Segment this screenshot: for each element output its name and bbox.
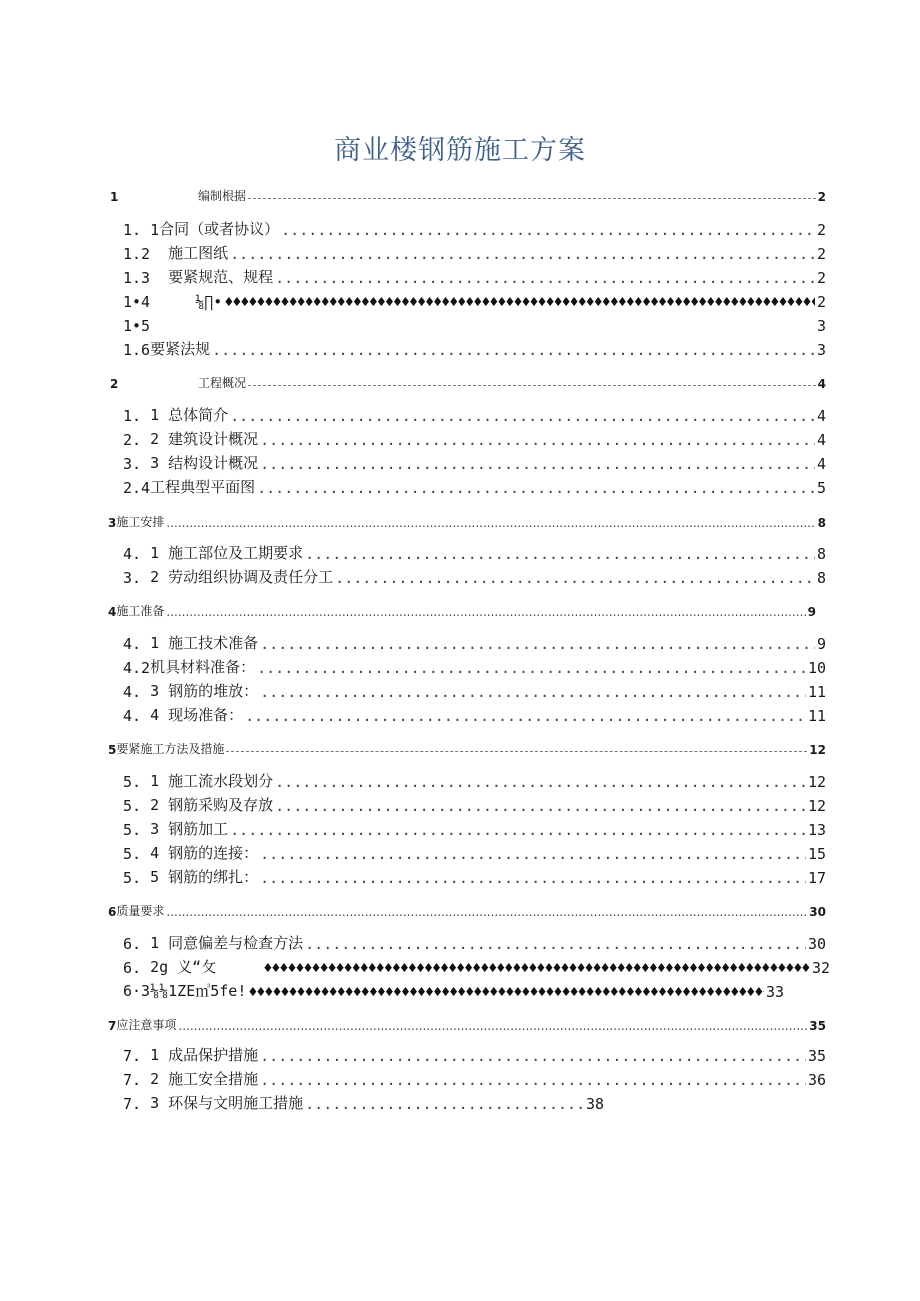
toc-page-number: 4 <box>816 407 826 425</box>
toc-leader-line <box>230 821 806 839</box>
toc-section-entry[interactable] <box>108 901 826 919</box>
toc-page-number: 12 <box>809 743 826 757</box>
toc-subsection-entry[interactable] <box>123 1043 826 1065</box>
toc-entry-number: 1. <box>123 407 151 425</box>
toc-entry-number: 4 <box>108 605 117 619</box>
toc-leader-line <box>260 635 815 653</box>
toc-entry-label: 3 钢筋的堆放： <box>150 682 259 700</box>
toc-subsection-entry[interactable] <box>123 403 826 425</box>
toc-subsection-entry[interactable] <box>123 241 826 263</box>
toc-entry-label: 2 钢筋采购及存放 <box>150 796 274 814</box>
toc-entry-label: 质量要求 <box>116 904 165 918</box>
toc-entry-label: 4 钢筋的连接： <box>150 844 259 862</box>
toc-page-number: 4 <box>817 377 826 391</box>
toc-entry-label: 要紧法规 <box>150 340 211 358</box>
toc-entry-label: 施工准备 <box>116 604 165 618</box>
toc-subsection-entry[interactable] <box>123 679 826 701</box>
toc-entry-number: 3 <box>108 516 117 530</box>
toc-leader-line <box>305 935 806 953</box>
toc-page-number: 2 <box>817 190 826 204</box>
toc-entry-number: 1•4 <box>123 293 151 311</box>
toc-entry-number: 3. <box>123 569 151 587</box>
toc-entry-number: 7. <box>123 1095 151 1113</box>
toc-leader-line <box>275 773 806 791</box>
toc-entry-number: 1•5 <box>123 317 151 335</box>
toc-leader-line <box>260 869 806 887</box>
toc-leader-line <box>245 707 806 725</box>
toc-subsection-entry[interactable] <box>123 1067 826 1089</box>
toc-entry-number: 1.6 <box>123 341 151 359</box>
toc-page-number: 2 <box>816 245 826 263</box>
toc-section-entry[interactable] <box>108 512 826 530</box>
toc-entry-number: 2.4 <box>123 479 151 497</box>
toc-page-number: 35 <box>809 1019 826 1033</box>
toc-entry-label: 施工安排 <box>116 515 165 529</box>
toc-subsection-entry[interactable] <box>123 313 826 335</box>
toc-page-number: 2 <box>816 269 826 287</box>
toc-entry-label: 1 同意偏差与检查方法 <box>150 934 304 952</box>
toc-subsection-entry[interactable] <box>123 1091 604 1113</box>
toc-entry-label: 要紧规范、规程 <box>150 268 274 286</box>
toc-subsection-entry[interactable] <box>123 631 826 653</box>
toc-entry-label: 编制根据 <box>198 189 247 203</box>
toc-section-entry[interactable] <box>108 1015 826 1033</box>
toc-entry-number: 4. <box>123 707 151 725</box>
toc-entry-number: 2. <box>123 431 151 449</box>
toc-entry-label: 2 施工安全措施 <box>150 1070 259 1088</box>
toc-subsection-entry[interactable] <box>123 769 826 791</box>
toc-page-number: 3 <box>816 317 826 335</box>
toc-leader-line <box>260 455 815 473</box>
toc-entry-number: 4. <box>123 545 151 563</box>
toc-entry-number: 5. <box>123 869 151 887</box>
toc-entry-label: 5 钢筋的绑扎： <box>150 868 259 886</box>
toc-entry-label: 1 施工流水段划分 <box>150 772 274 790</box>
toc-entry-label: 3 结构设计概况 <box>150 454 259 472</box>
toc-subsection-entry[interactable] <box>123 265 826 287</box>
toc-subsection-entry[interactable] <box>123 565 826 587</box>
toc-page-number: 3 <box>816 341 826 359</box>
toc-page-number: 8 <box>816 569 826 587</box>
toc-entry-number: 4. <box>123 683 151 701</box>
toc-leader-line <box>260 1047 806 1065</box>
toc-leader-line <box>305 1095 584 1113</box>
toc-page-number: 30 <box>809 905 826 919</box>
toc-entry-label: 1 施工部位及工期要求 <box>150 544 304 562</box>
toc-subsection-entry[interactable] <box>123 541 826 563</box>
toc-leader-line <box>226 751 807 752</box>
toc-subsection-entry[interactable] <box>123 337 826 359</box>
toc-page-number: 33 <box>765 983 784 1001</box>
toc-leader-line <box>248 198 816 199</box>
toc-entry-label: 1 施工技术准备 <box>150 634 259 652</box>
toc-entry-number: 5. <box>123 821 151 839</box>
toc-page-number: 8 <box>817 516 826 530</box>
toc-leader-line <box>263 959 810 977</box>
toc-leader-line <box>230 407 815 425</box>
toc-entry-label: 机具材料准备： <box>150 658 256 676</box>
toc-page-number: 4 <box>816 455 826 473</box>
toc-leader-line <box>281 221 815 239</box>
toc-entry-label: 2g 义“攵 <box>150 958 262 976</box>
toc-entry-number: 3. <box>123 455 151 473</box>
toc-leader-line <box>166 905 807 919</box>
toc-subsection-entry[interactable] <box>123 979 784 1001</box>
toc-entry-number: 5. <box>123 797 151 815</box>
toc-entry-label: 2 劳动组织协调及责任分工 <box>150 568 334 586</box>
toc-leader-line <box>230 245 815 263</box>
toc-subsection-entry[interactable] <box>123 841 826 863</box>
toc-entry-number: 5. <box>123 845 151 863</box>
toc-entry-label: 4 现场准备： <box>150 706 244 724</box>
toc-leader-line <box>248 385 816 386</box>
toc-page-number: 4 <box>816 431 826 449</box>
toc-page-number: 9 <box>816 635 826 653</box>
toc-entry-label: 2 建筑设计概况 <box>150 430 259 448</box>
toc-entry-label: 3 环保与文明施工措施 <box>150 1094 304 1112</box>
toc-leader-line <box>305 545 815 563</box>
toc-page-number: 13 <box>807 821 826 839</box>
toc-leader-line <box>260 845 806 863</box>
toc-page-number: 12 <box>807 797 826 815</box>
toc-entry-label: 施工图纸 <box>150 244 229 262</box>
toc-entry-number: 7 <box>108 1019 117 1033</box>
toc-entry-label: 合同（或者协议） <box>159 220 280 238</box>
toc-entry-number: 4. <box>123 635 151 653</box>
toc-subsection-entry[interactable] <box>123 865 826 887</box>
toc-entry-label: 要紧施工方法及措施 <box>116 742 225 756</box>
toc-page-number: 38 <box>585 1095 604 1113</box>
toc-page-number: 2 <box>816 293 826 311</box>
toc-subsection-entry[interactable] <box>123 427 826 449</box>
toc-leader-line <box>260 1071 806 1089</box>
toc-entry-number: 1.2 <box>123 245 151 263</box>
toc-subsection-entry[interactable] <box>123 931 826 953</box>
toc-entry-label: 6·3⅛⅛1ZE㎥5fe! <box>123 982 247 1000</box>
toc-leader-line <box>224 293 815 311</box>
toc-leader-line <box>212 341 815 359</box>
toc-subsection-entry[interactable] <box>123 289 826 311</box>
toc-page-number: 2 <box>816 221 826 239</box>
toc-entry-number: 1 <box>110 190 119 204</box>
toc-page-number: 10 <box>807 659 826 677</box>
toc-page-number: 9 <box>807 605 816 619</box>
toc-page-number: 30 <box>807 935 826 953</box>
toc-section-entry[interactable] <box>110 186 826 204</box>
toc-page-number: 15 <box>807 845 826 863</box>
toc-leader-line <box>248 983 764 1001</box>
toc-entry-number: 6. <box>123 935 151 953</box>
toc-entry-label: 工程典型平面图 <box>150 478 256 496</box>
toc-page-number: 32 <box>811 959 830 977</box>
toc-entry-number: 5. <box>123 773 151 791</box>
toc-leader-line <box>178 1019 807 1033</box>
toc-leader-line <box>275 797 806 815</box>
toc-page-number: 17 <box>807 869 826 887</box>
toc-leader-line <box>335 569 815 587</box>
toc-entry-number: 6. <box>123 959 151 977</box>
toc-page-number: 35 <box>807 1047 826 1065</box>
toc-leader-line <box>257 479 815 497</box>
document-title: 商业楼钢筋施工方案 <box>334 135 586 166</box>
toc-entry-label: 工程概况 <box>198 376 247 390</box>
toc-entry-number: 1.3 <box>123 269 151 287</box>
toc-leader-line <box>260 431 815 449</box>
toc-subsection-entry[interactable] <box>123 475 826 497</box>
toc-leader-line <box>166 605 805 619</box>
toc-page-number: 12 <box>807 773 826 791</box>
toc-entry-label: ⅛∏• <box>150 293 223 311</box>
toc-entry-number: 2 <box>110 377 119 391</box>
toc-page-number: 11 <box>807 707 826 725</box>
toc-subsection-entry[interactable] <box>123 703 826 725</box>
toc-section-entry[interactable] <box>110 373 826 391</box>
toc-subsection-entry[interactable] <box>123 217 826 239</box>
toc-page-number: 11 <box>807 683 826 701</box>
toc-leader-line <box>166 516 815 530</box>
toc-entry-number: 4.2 <box>123 659 151 677</box>
toc-page-number: 5 <box>816 479 826 497</box>
toc-section-entry[interactable] <box>108 601 816 619</box>
toc-subsection-entry[interactable] <box>123 451 826 473</box>
toc-subsection-entry[interactable] <box>123 817 826 839</box>
toc-subsection-entry[interactable] <box>123 655 826 677</box>
toc-entry-number: 6 <box>108 905 117 919</box>
toc-entry-number: 7. <box>123 1071 151 1089</box>
toc-page-number: 8 <box>816 545 826 563</box>
toc-entry-number: 7. <box>123 1047 151 1065</box>
toc-subsection-entry[interactable] <box>123 955 830 977</box>
toc-entry-number: 1. 1 <box>123 221 160 239</box>
toc-entry-label: 1 总体简介 <box>150 406 229 424</box>
toc-entry-number: 5 <box>108 743 117 757</box>
toc-section-entry[interactable] <box>108 739 826 757</box>
toc-leader-line <box>260 683 806 701</box>
toc-leader-line <box>275 269 815 287</box>
toc-entry-label: 3 钢筋加工 <box>150 820 229 838</box>
toc-entry-label: 应注意事项 <box>116 1018 177 1032</box>
toc-entry-label: 1 成品保护措施 <box>150 1046 259 1064</box>
toc-page-number: 36 <box>807 1071 826 1089</box>
toc-leader-line <box>257 659 806 677</box>
toc-subsection-entry[interactable] <box>123 793 826 815</box>
